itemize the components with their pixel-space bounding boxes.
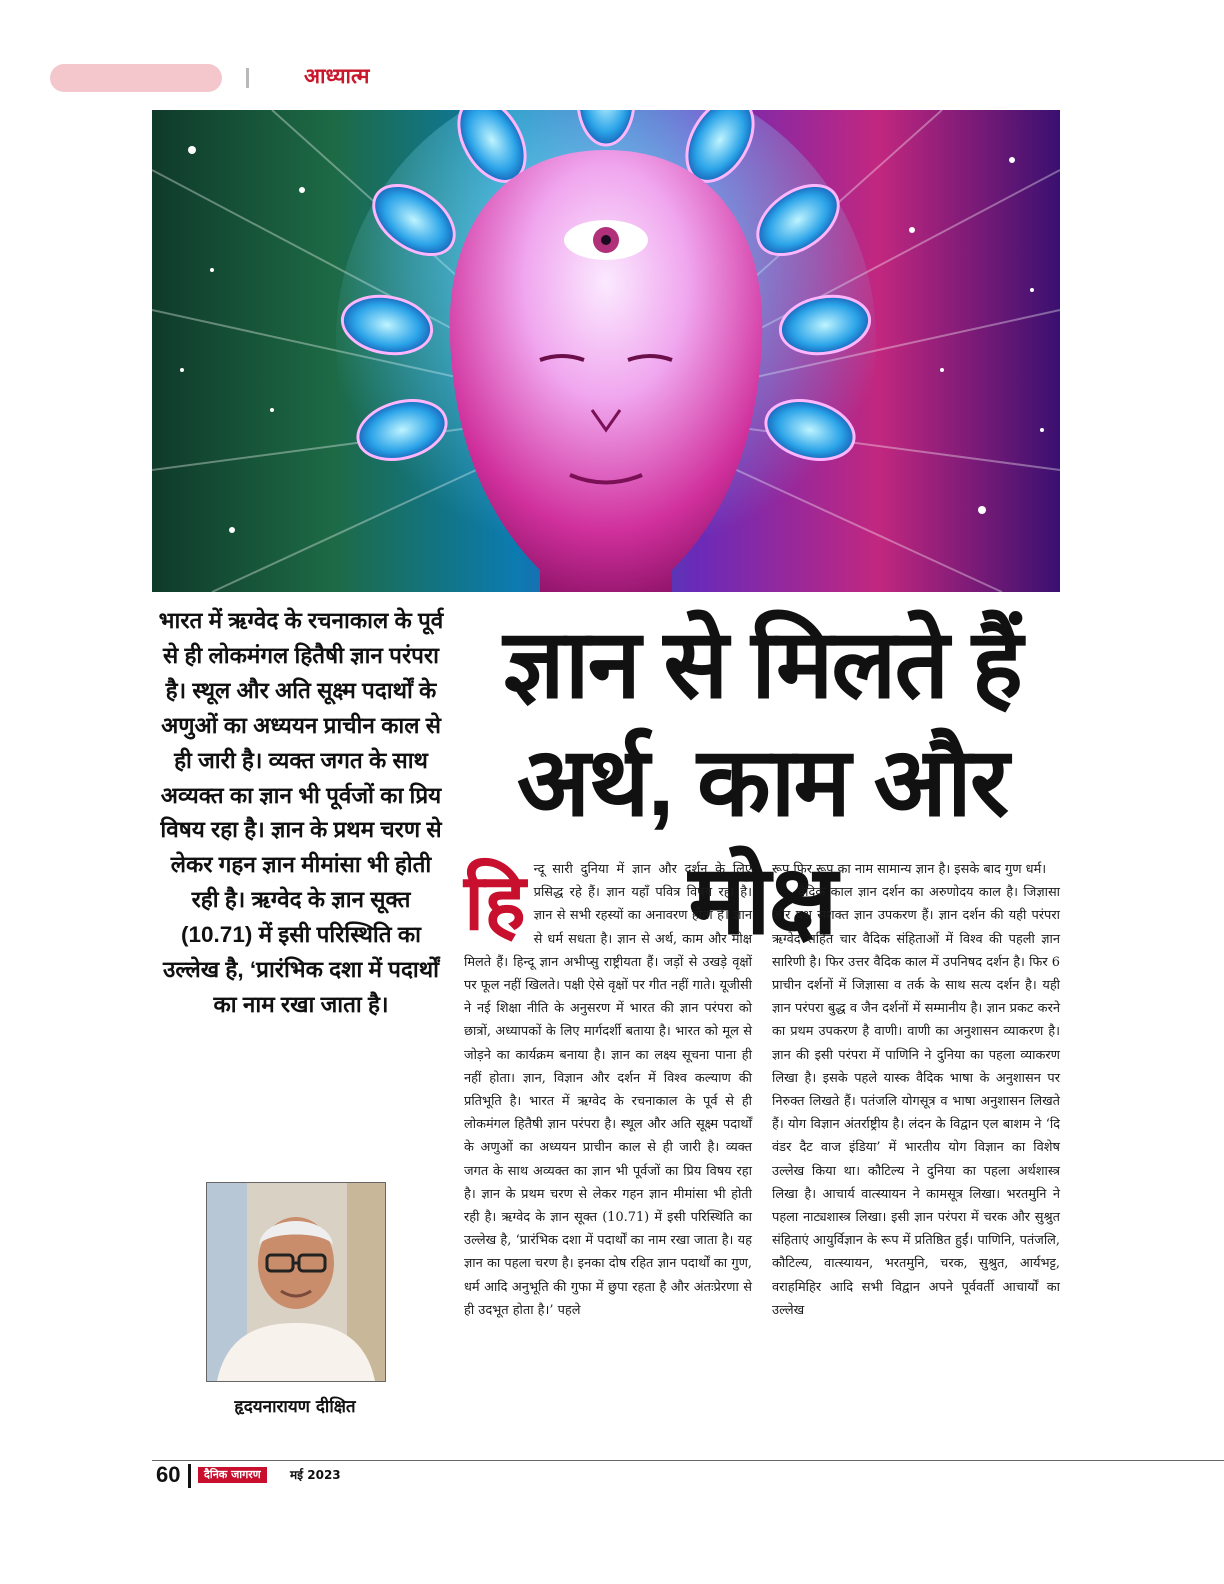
- section-label: आध्यात्म: [304, 64, 370, 88]
- headline-line-1: ज्ञान से मिलते हैं: [503, 611, 1021, 718]
- page-number: 60: [156, 1462, 181, 1487]
- article-column-2-para-1: रूप फिर रूप का नाम सामान्य ज्ञान है। इसके बाद गुण धर्म।: [772, 862, 1047, 877]
- header-pill: [50, 64, 222, 92]
- author-name: हृदयनारायण दीक्षित: [234, 1397, 356, 1417]
- folio-separator: [188, 1464, 191, 1488]
- article-column-2: [772, 858, 1060, 1322]
- footer-rule: [152, 1460, 1224, 1461]
- article-column-2-para-2: वैदिक काल ज्ञान दर्शन का अरुणोदय काल है। जिज्ञासा और प्रश्न सशक्त ज्ञान उपकरण हैं। ज्ञान दर्शन की यही परंपरा ऋग्वेद सहित चार वैदिक संहिताओं में विश्व की पहली ज्ञान सारिणी है। फिर उत्तर वैदिक काल में उपनिषद दर्शन है। फिर 6 प्राचीन दर्शनों में जिज्ञासा व तर्क के साथ सत्य दर्शन है। यही ज्ञान परंपरा बुद्ध व जैन दर्शनों में सम्मानीय है। ज्ञान प्रकट करने का प्रथम उपकरण है वाणी। वाणी का अनुशासन व्याकरण है। ज्ञान की इसी परंपरा में पाणिनि ने दुनिया का पहला व्याकरण लिखा है। इसके पहले यास्क वैदिक भाषा के अनुशासन पर निरुक्त लिखते हैं। पतंजलि योगसूत्र व भाषा अनुशासन लिखते हैं। योग विज्ञान अंतर्राष्ट्रीय है। लंदन के विद्वान एल बाशम ने ‘दि वंडर दैट वाज इंडिया’ में भारतीय योग विज्ञान का विशेष उल्लेख किया था। कौटिल्य ने दुनिया का पहला अर्थशास्त्र लिखा है। आचार्य वात्स्यायन ने कामसूत्र लिखा। भरतमुनि ने पहला नाट्यशास्त्र लिखा। इसी ज्ञान परंपरा में चरक और सुश्रुत संहिताएं आयुर्विज्ञान के रूप में प्रतिष्ठित हुईं। पाणिनि, पतंजलि, कौटिल्य, वात्स्यायन, भरतमुनि, चरक, सुश्रुत, आर्यभट्ट, वराहमिहिर आदि सभी विद्वान अपने पूर्ववर्ती आचार्यों का उल्लेख: [772, 885, 1060, 1318]
- article-column-1: [464, 858, 752, 1322]
- issue-date: मई 2023: [290, 1468, 341, 1482]
- author-photo: [206, 1182, 386, 1382]
- header-separator: [246, 68, 249, 88]
- article-column-1-text: न्दू सारी दुनिया में ज्ञान और दर्शन के लिए प्रसिद्ध रहे हैं। ज्ञान यहाँ पवित्र विषय रहा है। ज्ञान से सभी रहस्यों का अनावरण होता है। ज्ञान से धर्म सधता है। ज्ञान से अर्थ, काम और मोक्ष मिलते हैं। हिन्दू ज्ञान अभीप्सु राष्ट्रीयता हैं। जड़ों से उखड़े वृक्षों पर फूल नहीं खिलते। पक्षी ऐसे वृक्षों पर गीत नहीं गाते। यूजीसी ने नई शिक्षा नीति के अनुसरण में भारत की ज्ञान परंपरा को छात्रों, अध्यापकों के लिए मार्गदर्शी बताया है। भारत को मूल से जोड़ने का कार्यक्रम बनाया है। ज्ञान का लक्ष्य सूचना पाना ही नहीं होता। ज्ञान, विज्ञान और दर्शन में विश्व कल्याण की प्रतिभूति है। भारत में ऋग्वेद के रचनाकाल के पूर्व से ही लोकमंगल हितैषी ज्ञान परंपरा है। स्थूल और अति सूक्ष्म पदार्थों के अणुओं का अध्ययन प्राचीन काल से ही जारी है। व्यक्त जगत के साथ अव्यक्त का ज्ञान भी पूर्वजों का प्रिय विषय रहा है। ज्ञान के प्रथम चरण से लेकर गहन ज्ञान मीमांसा भी होती रही है। ऋग्वेद के ज्ञान सूक्त (10.71) में इसी परिस्थिति का उल्लेख है, ‘प्रारंभिक दशा में पदार्थों का नाम रखा जाता है। यह ज्ञान का पहला चरण है। इनका दोष रहित ज्ञान पदार्थों का गुण, धर्म आदि अनुभूति की गुफा में छुपा रहता है और अंतःप्रेरणा से ही उदभूत होता है।’ पहले: [464, 862, 752, 1318]
- drop-cap: हि: [464, 858, 526, 946]
- headline-line-2: अर्थ, काम और मोक्ष: [516, 729, 1008, 954]
- hero-illustration: [152, 110, 1060, 592]
- pull-quote: भारत में ऋग्वेद के रचनाकाल के पूर्व से ही लोकमंगल हितैषी ज्ञान परंपरा है। स्थूल और अति सूक्ष्म पदार्थों के अणुओं का अध्ययन प्राचीन काल से ही जारी है। व्यक्त जगत के साथ अव्यक्त का ज्ञान भी पूर्वजों का प्रिय विषय रहा है। ज्ञान के प्रथम चरण से लेकर गहन ज्ञान मीमांसा भी होती रही है। ऋग्वेद के ज्ञान सूक्त (10.71) में इसी परिस्थिति का उल्लेख है, ‘प्रारंभिक दशा में पदार्थों का नाम रखा जाता है।: [158, 608, 444, 1017]
- author-photo-illustration: [207, 1183, 385, 1381]
- magazine-logo: दैनिक जागरण: [198, 1467, 267, 1483]
